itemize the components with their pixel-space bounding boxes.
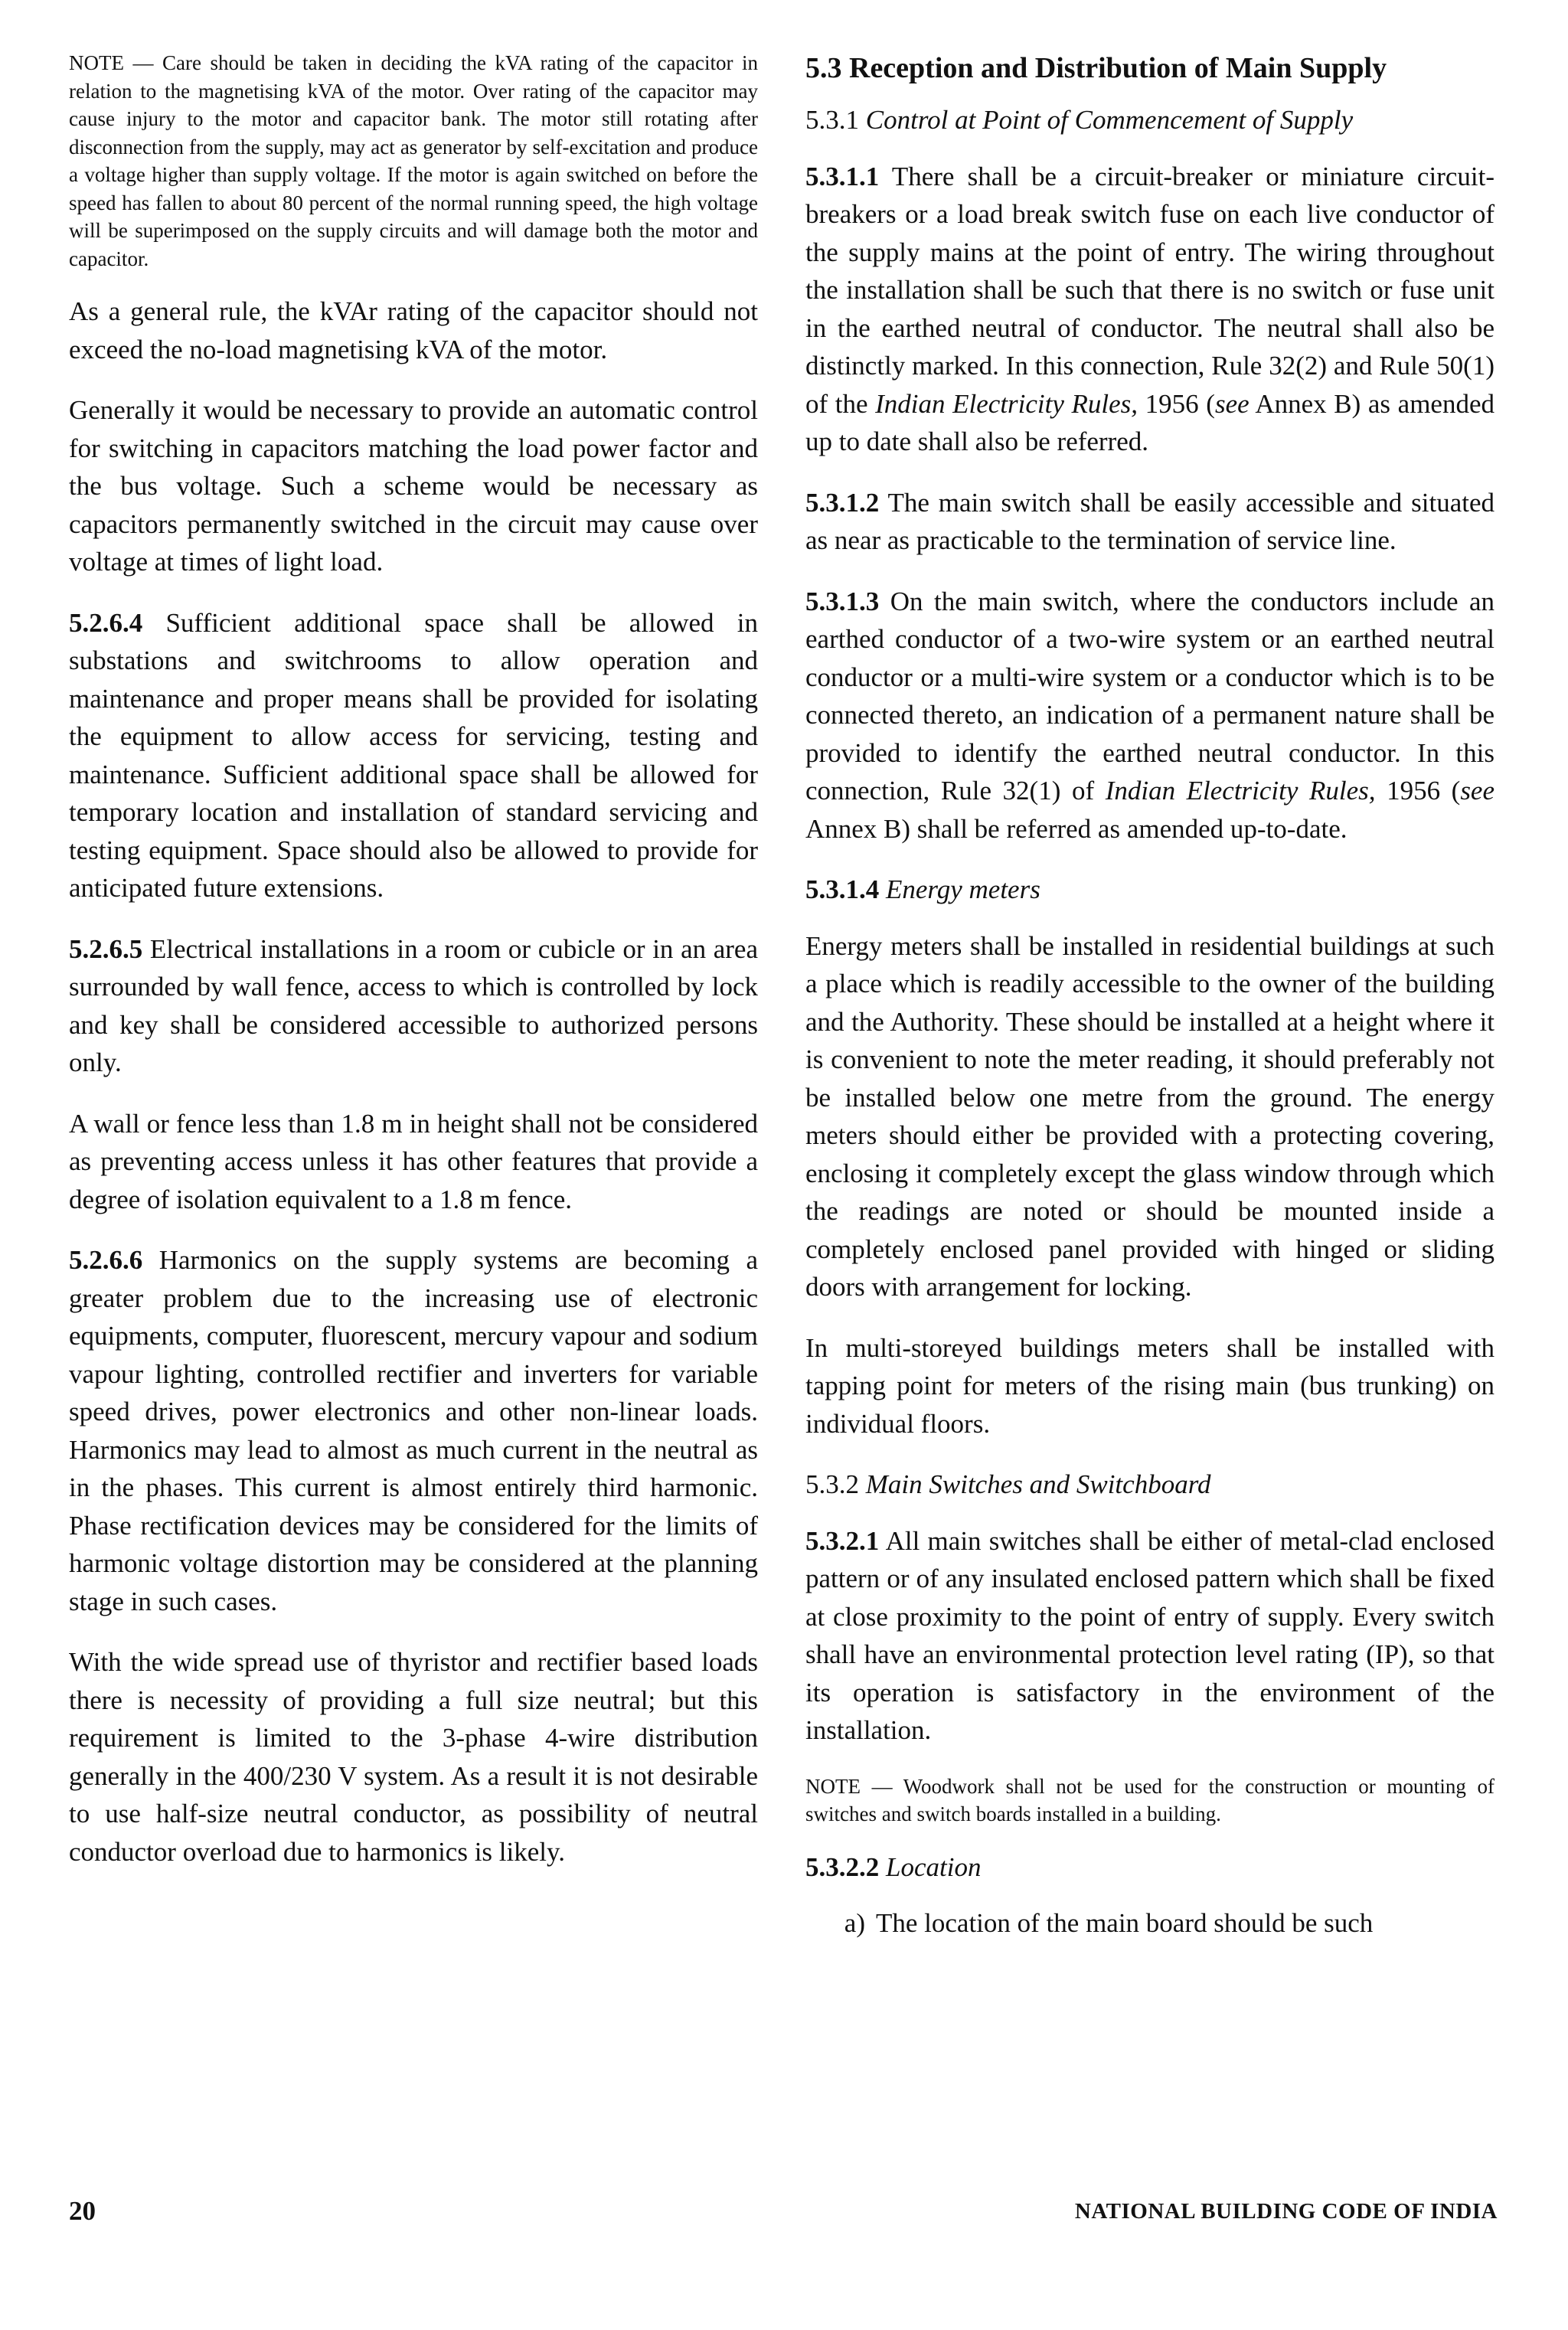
see-reference: see — [1460, 776, 1495, 806]
clause-text-part: On the main switch, where the conductors include an earthed conductor of a two-wire system or an earthed neutral conductor or a multi-wire system or a conductor which is to be connected thereto, an indication of a permanent nature shall be provided to identify the earthed neutral conductor. In this connection, Rule 32(1) of — [805, 586, 1494, 806]
woodwork-note: NOTE — Woodwork shall not be used for the construction or mounting of switches and switch boards installed in a building. — [805, 1774, 1494, 1825]
section-heading-5-3: 5.3 Reception and Distribution of Main Supply — [805, 52, 1387, 84]
clause-5-2-6-4 — [69, 604, 758, 907]
reference-title: Indian Electricity Rules, — [875, 388, 1138, 419]
paragraph-thyristor: With the wide spread use of thyristor and rectifier based loads there is necessity of providing a full size neutral; but this requirement is limited to the 3-phase 4-wire distribution generally in the 400/230 V system. As a result it is not desirable to use half-size neutral conductor, as possibility of neutral conductor overload due to harmonics is likely. — [69, 1647, 758, 1867]
see-reference: see — [1214, 388, 1250, 419]
subsection-title: Main Switches and Switchboard — [865, 1469, 1211, 1499]
clause-5-3-1-3 — [805, 583, 1494, 848]
clause-heading-5-3-2-2 — [805, 1848, 1494, 1887]
page-number: 20 — [69, 2196, 96, 2226]
clause-title: Energy meters — [886, 874, 1040, 904]
clause-number: 5.3.1.2 — [805, 487, 880, 518]
clause-text-part: 1956 ( — [1375, 776, 1461, 806]
clause-text: Harmonics on the supply systems are becoming a greater problem due to the increasing use of electronic equipments, computer, fluorescent, mercury vapour and sodium vapour lighting, controlled rectifier and inverters for variable speed drives, power electronics and other non-linear loads. Harmonics may lead to almost as much current in the neutral as in the phases. This current is almost entirely third harmonic. Phase rectification devices may be considered for the limits of harmonic voltage distortion may be considered at the planning stage in such cases. — [69, 1245, 759, 1616]
reference-title: Indian Electricity Rules, — [1105, 776, 1376, 806]
clause-5-2-6-5 — [69, 930, 758, 1082]
clause-number: 5.2.6.5 — [69, 933, 143, 964]
list-marker: a) — [844, 1908, 865, 1938]
clause-text: All main switches shall be either of metal-clad enclosed pattern or of any insulated enclosed pattern which shall be fixed at close proximity to the point of entry of supply. Every switch shall have an environmental protection level rating (IP), so that its operation is satisfactory in the environment of the installation. — [805, 1525, 1494, 1745]
left-column — [69, 49, 758, 1894]
clause-number: 5.3.1.1 — [805, 161, 880, 191]
subsection-title: Control at Point of Commencement of Supply — [865, 105, 1354, 135]
paragraph-kvar-rating: As a general rule, the kVAr rating of the capacitor should not exceed the no-load magnetising kVA of the motor. — [69, 296, 758, 364]
clause-number: 5.3.2.2 — [805, 1851, 880, 1882]
paragraph-energy-meters: Energy meters shall be installed in residential buildings at such a place which is readily accessible to the owner of the building and the Authority. These should be installed at a height where it is convenient to note the meter reading, it should preferably not be installed below one metre from the ground. The energy meters should either be provided with a protecting covering, enclosing it completely except the glass window through which the readings are noted or should be mounted inside a completely enclosed panel provided with hinged or sliding doors with arrangement for locking. — [805, 930, 1494, 1302]
clause-text-part: 1956 ( — [1138, 388, 1215, 419]
clause-text: Electrical installations in a room or cubicle or in an area surrounded by wall fence, access to which is controlled by lock and key shall be considered accessible to authorized persons only. — [69, 933, 758, 1077]
clause-text-part: There shall be a circuit-breaker or miniature circuit-breakers or a load break switch fuse on each live conductor of the supply mains at the point of entry. The wiring throughout the installation shall be such that there is no switch or fuse unit in the earthed neutral of conductor. The neutral shall also be distinctly marked. In this connection, Rule 32(2) and Rule 50(1) of the — [805, 161, 1494, 419]
clause-text: Sufficient additional space shall be allowed in substations and switchrooms to allow operation and maintenance and proper means shall be provided for isolating the equipment to allow access for servicing, testing and maintenance. Sufficient additional space shall be allowed for temporary location and installation of standard servicing and testing equipment. Space should also be allowed to provide for anticipated future extensions. — [69, 607, 758, 903]
paragraph-wall-fence: A wall or fence less than 1.8 m in height shall not be considered as preventing access unless it has other features that provide a degree of isolation equivalent to a 1.8 m fence. — [69, 1108, 758, 1214]
subsection-number: 5.3.2 — [805, 1469, 859, 1499]
clause-text-part: Annex B) as amended up to date shall also be referred. — [805, 388, 1494, 456]
subsection-heading-5-3-2 — [805, 1466, 1494, 1504]
clause-5-2-6-6 — [69, 1241, 758, 1620]
clause-5-3-2-1 — [805, 1522, 1494, 1750]
clause-text: The main switch shall be easily accessible and situated as near as practicable to the termination of service line. — [805, 487, 1495, 555]
subsection-heading-5-3-1 — [805, 101, 1494, 139]
right-column — [805, 49, 1494, 1966]
clause-text-part: Annex B) shall be referred as amended up-to-date. — [805, 813, 1348, 844]
paragraph-multistorey: In multi-storeyed buildings meters shall be installed with tapping point for meters of the rising main (bus trunking) on individual floors. — [805, 1332, 1494, 1439]
clause-number: 5.2.6.6 — [69, 1245, 143, 1275]
paragraph-automatic-control: Generally it would be necessary to provide an automatic control for switching in capacitors matching the load power factor and the bus voltage. Such a scheme would be necessary as capacitors permanently switched in the circuit may cause over voltage at times of light load. — [69, 395, 758, 577]
page-footer — [69, 2196, 1498, 2234]
clause-number: 5.3.2.1 — [805, 1525, 880, 1556]
list-item-text: The location of the main board should be such — [876, 1908, 1374, 1938]
subsection-number: 5.3.1 — [805, 105, 859, 135]
clause-5-3-1-2 — [805, 484, 1494, 560]
clause-title: Location — [886, 1851, 982, 1882]
clause-number: 5.2.6.4 — [69, 607, 143, 638]
capacitor-note: NOTE — Care should be taken in deciding the kVA rating of the capacitor in relation to the magnetising kVA of the motor. Over rating of the capacitor may cause injury to the motor and capacitor bank. The motor still rotating after disconnection from the supply, may act as generator by self-excitation and produce a voltage higher than supply voltage. If the motor is again switched on before the speed has fallen to about 80 percent of the normal running speed, the high voltage will be superimposed on the supply circuits and will damage both the motor and capacitor. — [69, 51, 758, 270]
clause-5-3-1-1 — [805, 158, 1494, 461]
clause-number: 5.3.1.3 — [805, 586, 880, 616]
publication-title: NATIONAL BUILDING CODE OF INDIA — [1074, 2199, 1498, 2224]
clause-heading-5-3-1-4 — [805, 871, 1494, 909]
list-item-a — [805, 1904, 1494, 1943]
clause-number: 5.3.1.4 — [805, 874, 880, 904]
